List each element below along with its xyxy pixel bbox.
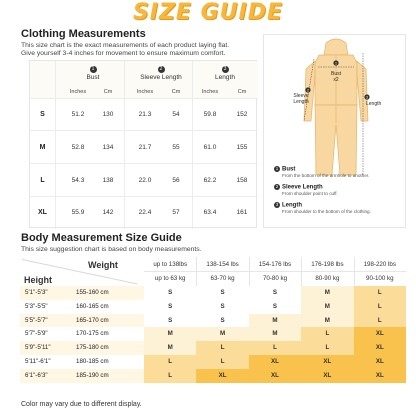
- value-cell: 22.4: [138, 209, 152, 216]
- sleeve-text-2: Length: [293, 98, 309, 105]
- size-cell: L: [144, 369, 196, 383]
- svg-text:1: 1: [335, 61, 337, 66]
- table-row: [20, 369, 406, 383]
- unit-label: Inches: [136, 89, 154, 95]
- size-cell: M: [144, 327, 196, 341]
- value-cell: 21.3: [138, 111, 152, 118]
- value-cell: 130: [102, 111, 114, 118]
- size-cell: XL: [354, 369, 406, 383]
- size-cell: M: [301, 314, 353, 328]
- clothing-measurements-table: [29, 60, 257, 228]
- weight-kg: up to 63 kg: [154, 275, 186, 282]
- body-size-table: [20, 257, 406, 396]
- svg-text:2: 2: [307, 88, 309, 93]
- bust-diagram-label: [326, 72, 346, 83]
- legend-title: Sleeve Length: [282, 184, 323, 191]
- size-cell: L: [249, 341, 301, 355]
- jumpsuit-illustration: [264, 35, 407, 229]
- size-cell: S: [249, 300, 301, 314]
- footnote: Color may vary due to different display.: [21, 401, 142, 408]
- table-header: [30, 61, 258, 99]
- table-row: [30, 197, 258, 229]
- size-label: XL: [38, 209, 47, 216]
- unit-label: Cm: [171, 89, 181, 95]
- legend-item-bust: [274, 166, 369, 178]
- value-cell: 54: [172, 111, 180, 118]
- size-cell: XL: [354, 327, 406, 341]
- value-cell: 63.4: [203, 209, 217, 216]
- weight-column-header: [354, 257, 406, 286]
- size-cell: XL: [301, 369, 353, 383]
- size-cell: S: [196, 300, 248, 314]
- sleeve-diagram-label: [290, 94, 312, 105]
- size-cell: M: [301, 286, 353, 300]
- size-cell: S: [196, 286, 248, 300]
- clothing-measurements-heading: Clothing Measurements: [21, 28, 146, 40]
- legend-desc: From shoulder point to cuff.: [282, 191, 338, 197]
- height-cm: 170-175 cm: [76, 330, 109, 338]
- size-label: S: [40, 111, 45, 118]
- height-cm: 165-170 cm: [76, 316, 109, 324]
- number-badge: 2: [275, 184, 279, 189]
- value-cell: 62.2: [203, 177, 217, 184]
- size-label: M: [39, 144, 46, 151]
- legend-title: Bust: [282, 166, 296, 173]
- size-cell: L: [354, 286, 406, 300]
- size-cell: M: [301, 300, 353, 314]
- height-ft: 5'7"-5'9": [25, 330, 48, 338]
- table-row: [20, 327, 406, 341]
- garment-diagram: [263, 34, 406, 228]
- value-cell: 56: [172, 177, 180, 184]
- weight-lbs: 154-176 lbs: [258, 261, 292, 268]
- size-cell: S: [249, 286, 301, 300]
- col-label: Sleeve Length: [140, 74, 182, 81]
- height-ft: 5'3"-5'5": [25, 302, 48, 310]
- value-cell: 51.2: [71, 111, 85, 118]
- size-cell: L: [144, 355, 196, 369]
- table-row: [20, 314, 406, 328]
- height-cm: 180-185 cm: [76, 358, 109, 365]
- col-label: Bust: [86, 74, 100, 81]
- size-cell: L: [196, 355, 248, 369]
- value-cell: 138: [102, 177, 114, 184]
- height-ft: 5'1"-5'3": [25, 289, 48, 296]
- size-cell: L: [196, 341, 248, 355]
- legend-item-sleeve: [274, 184, 338, 196]
- size-cell: XL: [301, 355, 353, 369]
- unit-label: Cm: [103, 89, 113, 95]
- body-measurement-heading: Body Measurement Size Guide: [21, 232, 182, 244]
- col-head-bust: [62, 66, 124, 81]
- table-row: [20, 355, 406, 369]
- value-cell: 54.3: [71, 177, 85, 184]
- legend-item-length: [274, 202, 371, 214]
- size-cell: XL: [354, 355, 406, 369]
- weight-lbs: 176-198 lbs: [311, 261, 344, 268]
- weight-column-header: [144, 257, 196, 286]
- number-badge: 3: [275, 202, 279, 207]
- size-label: L: [40, 177, 45, 184]
- table-row: [30, 99, 258, 131]
- weight-kg: 63-70 kg: [210, 275, 235, 282]
- svg-text:3: 3: [366, 95, 368, 100]
- size-cell: S: [196, 314, 248, 328]
- height-label: Height: [24, 275, 52, 285]
- bust-text: Bust: [330, 71, 341, 77]
- size-cell: M: [196, 327, 248, 341]
- weight-column-header: [301, 257, 353, 286]
- size-cell: S: [144, 300, 196, 314]
- page-title: SIZE GUIDE: [132, 0, 284, 25]
- col-label: Length: [215, 74, 235, 81]
- number-badge: 3: [222, 66, 229, 73]
- number-badge: 2: [158, 66, 165, 73]
- value-cell: 57: [172, 209, 180, 216]
- height-cm: 155-160 cm: [76, 289, 109, 296]
- clothing-sub-line-1: This size chart is the exact measurements of each product laying flat.: [21, 42, 230, 49]
- size-cell: S: [144, 314, 196, 328]
- number-badge: 1: [275, 166, 279, 171]
- col-head-length: [194, 66, 256, 81]
- unit-label: Inches: [69, 89, 87, 95]
- value-cell: 22.0: [138, 177, 152, 184]
- clothing-sub-line-2: Give yourself 3-4 inches for movement to ensure maximum comfort.: [21, 50, 226, 57]
- table-row: [20, 341, 406, 355]
- value-cell: 158: [236, 177, 248, 184]
- table-header: [20, 257, 406, 286]
- weight-lbs: 138-154 lbs: [206, 261, 239, 268]
- height-ft: 5'9"-5'11": [25, 344, 51, 352]
- unit-label: Cm: [237, 89, 247, 95]
- weight-kg: 80-90 kg: [315, 275, 340, 282]
- number-badge: 1: [90, 66, 97, 73]
- table-row: [30, 132, 258, 164]
- weight-column-header: [196, 257, 248, 286]
- weight-column-header: [249, 257, 301, 286]
- value-cell: 61.0: [203, 144, 217, 151]
- bust-multiplier: x2: [333, 76, 339, 83]
- value-cell: 142: [102, 209, 114, 216]
- body-measurement-sub: This size suggestion chart is based on body measurements.: [21, 246, 202, 253]
- weight-kg: 70-80 kg: [262, 275, 288, 282]
- height-cm: 160-165 cm: [76, 302, 109, 310]
- size-cell: M: [249, 327, 301, 341]
- sleeve-text-1: Sleeve: [293, 93, 309, 99]
- size-cell: S: [144, 286, 196, 300]
- size-cell: L: [301, 341, 353, 355]
- size-cell: M: [144, 341, 196, 355]
- value-cell: 59.8: [203, 111, 217, 118]
- table-row: [30, 165, 258, 197]
- value-cell: 152: [236, 111, 248, 118]
- weight-lbs: 198-220 lbs: [363, 261, 396, 268]
- size-cell: L: [354, 300, 406, 314]
- unit-label: Inches: [201, 89, 219, 95]
- col-head-sleeve: [130, 66, 192, 81]
- size-cell: XL: [249, 369, 301, 383]
- value-cell: 161: [236, 209, 248, 216]
- value-cell: 21.7: [138, 144, 152, 151]
- value-cell: 134: [102, 144, 114, 151]
- size-cell: XL: [196, 369, 248, 383]
- size-cell: L: [354, 314, 406, 328]
- size-cell: XL: [354, 341, 406, 355]
- legend-desc: From the bottom of the armhole to another.: [282, 173, 370, 179]
- weight-lbs: up to 138lbs: [153, 261, 188, 268]
- value-cell: 55.9: [71, 209, 85, 216]
- weight-label: Weight: [88, 260, 118, 270]
- size-cell: XL: [249, 355, 301, 369]
- height-ft: 6'1"-6'3": [25, 371, 48, 379]
- value-cell: 52.8: [71, 144, 85, 151]
- length-diagram-label: Length: [366, 101, 382, 107]
- value-cell: 155: [236, 144, 248, 151]
- size-cell: L: [301, 327, 353, 341]
- weight-kg: 90-100 kg: [366, 275, 394, 282]
- height-ft: 5'11"-6'1": [25, 358, 51, 365]
- size-cell: M: [249, 314, 301, 328]
- table-row: [20, 300, 406, 314]
- legend-desc: From shoulder to the bottom of the clothing.: [282, 209, 371, 215]
- height-ft: 5'5"-5'7": [25, 316, 48, 324]
- height-cm: 185-190 cm: [76, 371, 109, 379]
- height-cm: 175-180 cm: [76, 344, 109, 352]
- value-cell: 55: [172, 144, 180, 151]
- legend-title: Length: [282, 202, 302, 209]
- table-row: [20, 286, 406, 300]
